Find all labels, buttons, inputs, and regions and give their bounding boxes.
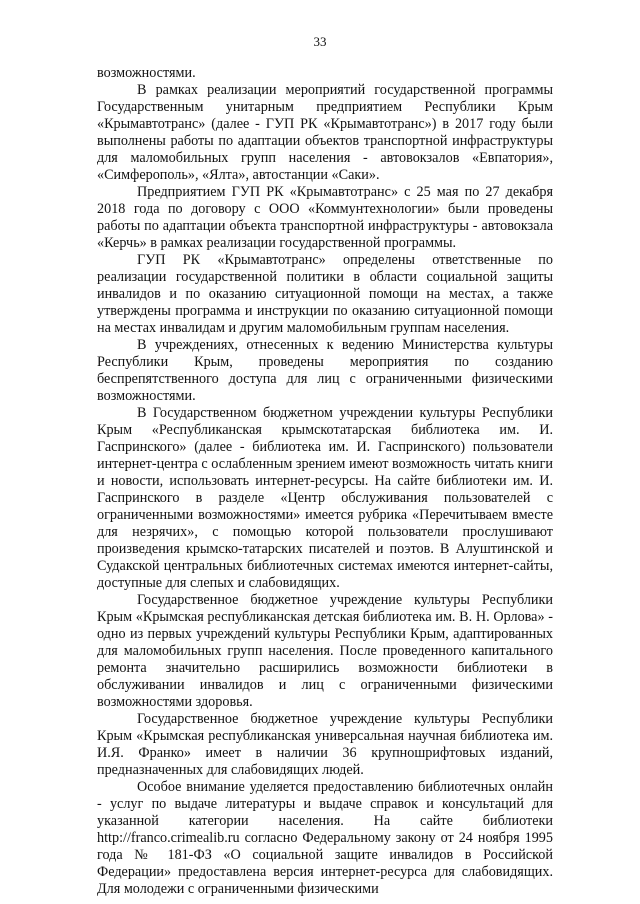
paragraph-1: возможностями. bbox=[97, 65, 196, 81]
paragraph-5: В учреждениях, отнесенных к ведению Министерства культуры Республики Крым, проведены мероприятия по созданию беспрепятственного доступа для лиц с ограниченными физическими возможностями. bbox=[97, 337, 553, 404]
paragraph-3: Предприятием ГУП РК «Крымавтотранс» с 25 мая по 27 декабря 2018 года по договору с ООО «Коммунтехнологии» были проведены работы по адаптации объекта транспортной инфраструктуры - автовокзала «Керчь» в рамках реализации государственной программы. bbox=[97, 184, 553, 251]
page-number: 33 bbox=[313, 34, 327, 49]
paragraph-2: В рамках реализации мероприятий государственной программы Государственным унитарным предприятием Республики Крым «Крымавтотранс» (далее - ГУП РК «Крымавтотранс») в 2017 году были выполнены работы по адаптации объектов транспортной инфраструктуры для маломобильных групп населения - автовокзалов «Евпатория», «Симферополь», «Ялта», автостанции «Саки». bbox=[97, 82, 553, 183]
paragraph-4: ГУП РК «Крымавтотранс» определены ответственные по реализации государственной политики в области социальной защиты инвалидов и по оказанию ситуационной помощи на местах, а также утверждены программа и инструкции по оказанию ситуационной помощи на местах инвалидам и другим маломобильным группам населения. bbox=[97, 252, 553, 336]
paragraph-9: Особое внимание уделяется предоставлению библиотечных онлайн - услуг по выдаче литературы и выдаче справок и консультаций для указанной категории населения. На сайте библиотеки http://franco.crimealib.ru согласно Федеральному закону от 24 ноября 1995 года № 181-ФЗ «О социальной защите инвалидов в Российской Федерации» предоставлена версия интернет-ресурса для слабовидящих. Для молодежи с ограниченными физическими bbox=[97, 779, 553, 897]
paragraph-6: В Государственном бюджетном учреждении культуры Республики Крым «Республиканская крымскотатарская библиотека им. И. Гаспринского» (далее - библиотека им. И. Гаспринского) пользователи интернет-центра с ослабленным зрением имеют возможность читать книги и новости, использовать интернет-ресурсы. На сайте библиотеки им. И. Гаспринского в разделе «Центр обслуживания пользователей с ограниченными возможностями» имеется рубрика «Перечитываем вместе для незрячих», с помощью которой пользователи прослушивают произведения крымско-татарских писателей и поэтов. В Алуштинской и Судакской центральных библиотечных системах имеются интернет-сайты, доступные для слепых и слабовидящих. bbox=[97, 405, 553, 591]
document-body bbox=[97, 65, 553, 898]
paragraph-7: Государственное бюджетное учреждение культуры Республики Крым «Крымская республиканская детская библиотека им. В. Н. Орлова» - одно из первых учреждений культуры Республики Крым, адаптированных для маломобильных групп населения. После проведенного капитального ремонта значительно расширились возможности библиотеки в обслуживании инвалидов и лиц с ограниченными физическими возможностями здоровья. bbox=[97, 592, 553, 710]
paragraph-8: Государственное бюджетное учреждение культуры Республики Крым «Крымская республиканская универсальная научная библиотека им. И.Я. Франко» имеет в наличии 36 крупношрифтовых изданий, предназначенных для слабовидящих людей. bbox=[97, 711, 553, 778]
